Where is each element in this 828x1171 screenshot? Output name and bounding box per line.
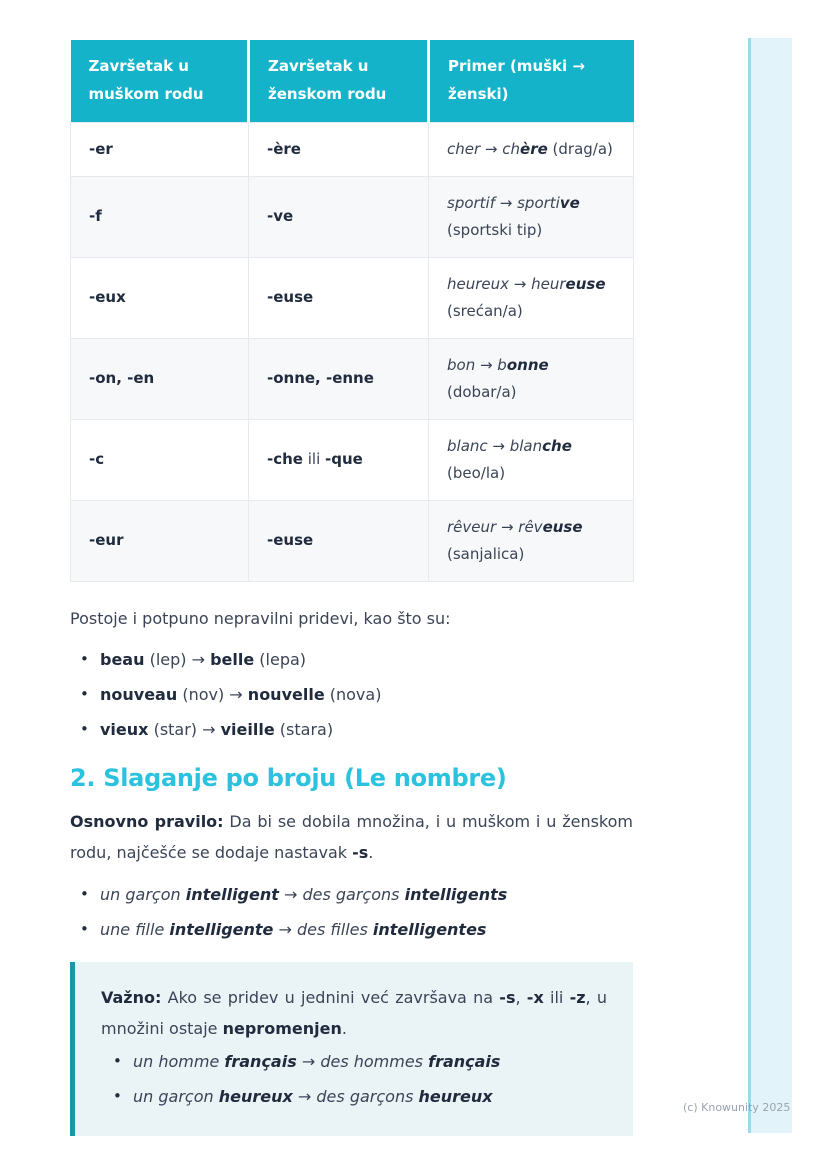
list-item-text: un garçon intelligent → des garçons intelligents (100, 884, 508, 904)
cell-example: sportif → sportive (sportski tip) (429, 176, 634, 257)
cell-masculine-ending: -eur (71, 500, 249, 581)
callout-text: Važno: Ako se pridev u jednini već završava na -s, -x ili -z, u množini ostaje nepromenjen. (101, 987, 608, 1039)
cell-example: rêveur → rêveuse (sanjalica) (429, 500, 634, 581)
table-header-masculine: Završetak u muškom rodu (71, 40, 249, 122)
table-header-feminine: Završetak u ženskom rodu (249, 40, 429, 122)
table-row (71, 500, 634, 581)
bullet-icon: • (113, 1052, 122, 1071)
cell-example: blanc → blanche (beo/la) (429, 419, 634, 500)
list-item (80, 718, 633, 742)
irregular-adjectives-list (80, 648, 633, 742)
list-item (113, 1050, 607, 1074)
list-item (80, 683, 633, 707)
list-item-text: un garçon heureux → des garçons heureux (133, 1087, 493, 1107)
section-heading-number-agreement: 2. Slaganje po broju (Le nombre) (70, 763, 507, 792)
bullet-icon: • (80, 684, 89, 703)
callout-examples-list (113, 1050, 607, 1109)
list-item-text: beau (lep) → belle (lepa) (100, 649, 307, 669)
cell-example: heureux → heureuse (srećan/a) (429, 257, 634, 338)
list-item-text: une fille intelligente → des filles intelligentes (100, 919, 487, 939)
list-item (80, 883, 633, 907)
cell-feminine-ending: -ve (249, 176, 429, 257)
table-header-example: Primer (muški → ženski) (429, 40, 634, 122)
cell-masculine-ending: -er (71, 122, 249, 176)
list-item (80, 648, 633, 672)
bullet-icon: • (80, 719, 89, 738)
bullet-icon: • (113, 1087, 122, 1106)
list-item (113, 1085, 607, 1109)
important-note-callout (70, 962, 633, 1136)
table-row (71, 257, 634, 338)
cell-masculine-ending: -f (71, 176, 249, 257)
page-edge-strip (748, 38, 792, 1133)
cell-feminine-ending: -onne, -enne (249, 338, 429, 419)
document-page (70, 40, 633, 1136)
cell-example: cher → chère (drag/a) (429, 122, 634, 176)
table-row (71, 176, 634, 257)
basic-rule-paragraph: Osnovno pravilo: Da bi se dobila množina, i u muškom i u ženskom rodu, najčešće se dodaje nastavak -s. (70, 811, 633, 862)
adjective-endings-table (70, 40, 634, 582)
cell-masculine-ending: -on, -en (71, 338, 249, 419)
cell-masculine-ending: -c (71, 419, 249, 500)
table-row (71, 122, 634, 176)
list-item-text: un homme français → des hommes français (133, 1052, 501, 1072)
cell-feminine-ending: -euse (249, 257, 429, 338)
bullet-icon: • (80, 884, 89, 903)
copyright-credit: (c) Knowunity 2025 (683, 1101, 791, 1114)
table-header-row (71, 40, 634, 122)
cell-feminine-ending: -ère (249, 122, 429, 176)
bullet-icon: • (80, 649, 89, 668)
irregular-adjectives-intro: Postoje i potpuno nepravilni pridevi, kao što su: (70, 608, 451, 628)
cell-example: bon → bonne (dobar/a) (429, 338, 634, 419)
cell-feminine-ending: -che ili -que (249, 419, 429, 500)
list-item-text: vieux (star) → vieille (stara) (100, 719, 334, 739)
table-row (71, 338, 634, 419)
cell-masculine-ending: -eux (71, 257, 249, 338)
plural-examples-list (80, 883, 633, 942)
list-item (80, 918, 633, 942)
list-item-text: nouveau (nov) → nouvelle (nova) (100, 684, 382, 704)
cell-feminine-ending: -euse (249, 500, 429, 581)
bullet-icon: • (80, 919, 89, 938)
table-row (71, 419, 634, 500)
